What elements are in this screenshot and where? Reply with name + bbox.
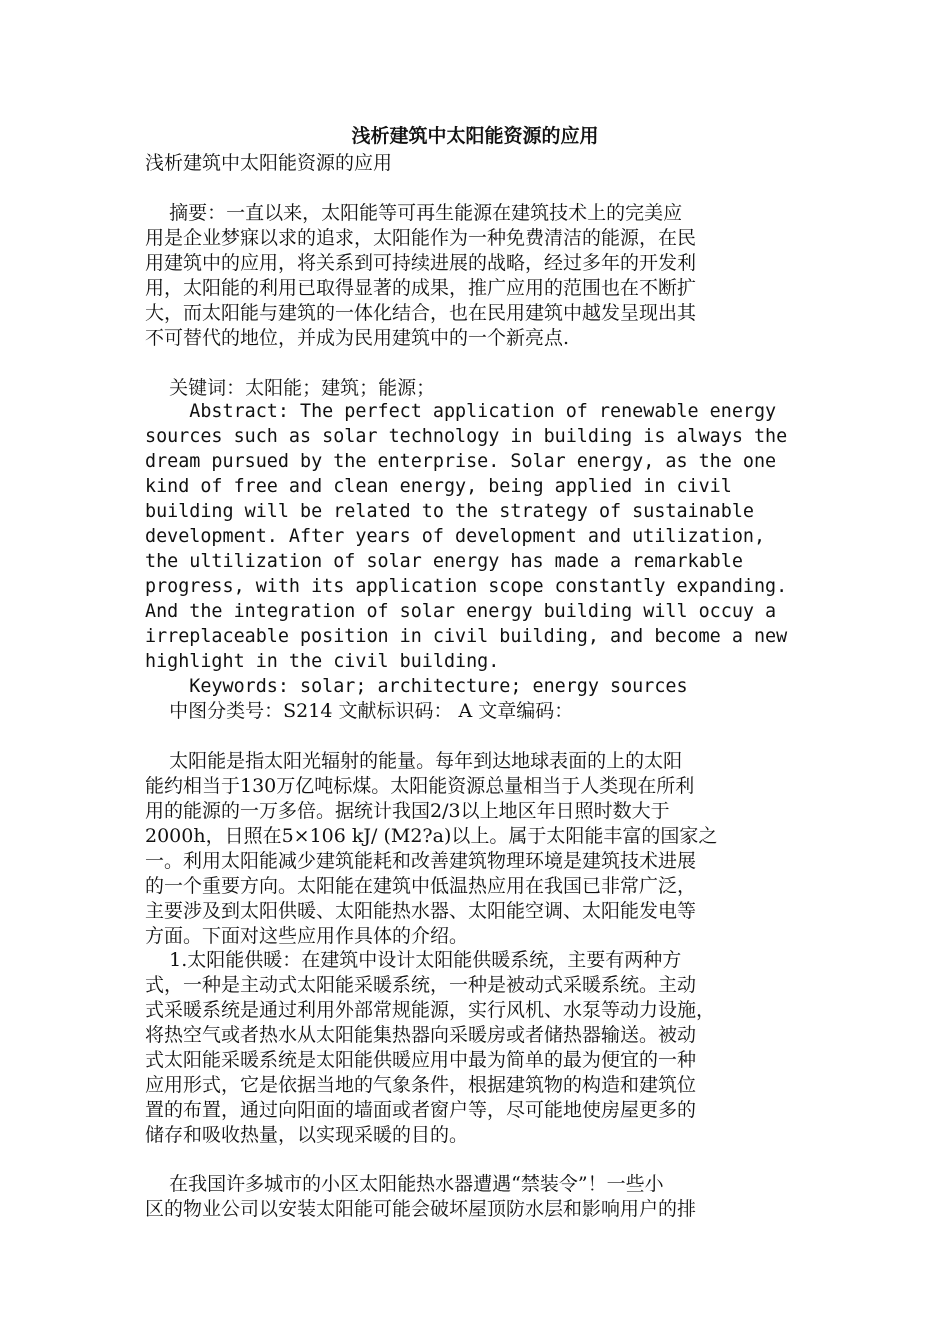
- abstract-en-line: progress, with its application scope constantly expanding.: [145, 576, 788, 597]
- abstract-en-line: irreplaceable position in civil building, and become a new: [145, 626, 788, 647]
- classification-line: 中图分类号：S214 文献标识码： A 文章编码：: [145, 700, 574, 722]
- keywords-cn: 关键词：太阳能；建筑；能源；: [145, 377, 436, 399]
- body-line: 一。利用太阳能减少建筑能耗和改善建筑物理环境是建筑技术进展: [145, 850, 697, 872]
- body-line: 应用形式，它是依据当地的气象条件，根据建筑物的构造和建筑位: [145, 1074, 697, 1096]
- abstract-en-line: kind of free and clean energy, being applied in civil: [145, 476, 732, 497]
- abstract-en-line: Abstract: The perfect application of renewable energy: [145, 401, 777, 422]
- abstract-cn-line: 不可替代的地位，并成为民用建筑中的一个新亮点.: [145, 327, 570, 349]
- body-line: 储存和吸收热量，以实现采暖的目的。: [145, 1124, 469, 1146]
- body-line: 式，一种是主动式太阳能采暖系统，一种是被动式采暖系统。主动: [145, 974, 697, 996]
- body-line: 能约相当于130万亿吨标煤。太阳能资源总量相当于人类现在所利: [145, 775, 695, 797]
- body-line: 1.太阳能供暖：在建筑中设计太阳能供暖系统，主要有两种方: [145, 949, 682, 971]
- body-line: 用的能源的一万多倍。据统计我国2/3以上地区年日照时数大于: [145, 800, 670, 822]
- abstract-cn-line: 大，而太阳能与建筑的一体化结合，也在民用建筑中越发呈现出其: [145, 302, 697, 324]
- abstract-en-line: dream pursued by the enterprise. Solar energy, as the one: [145, 451, 777, 472]
- abstract-en-line: development. After years of development and utilization,: [145, 526, 766, 547]
- abstract-cn-line: 摘要：一直以来，太阳能等可再生能源在建筑技术上的完美应: [145, 202, 683, 224]
- body-line: 式太阳能采暖系统是太阳能供暖应用中最为简单的最为便宜的一种: [145, 1049, 697, 1071]
- abstract-en-line: building will be related to the strategy of sustainable: [145, 501, 754, 522]
- abstract-en-line: And the integration of solar energy building will occuy a: [145, 601, 777, 622]
- document-title: 浅析建筑中太阳能资源的应用: [351, 125, 599, 147]
- body-line: 方面。下面对这些应用作具体的介绍。: [145, 925, 469, 947]
- body-line: 置的布置，通过向阳面的墙面或者窗户等，尽可能地使房屋更多的: [145, 1099, 697, 1121]
- abstract-en-line: highlight in the civil building.: [145, 651, 500, 672]
- abstract-en-line: sources such as solar technology in building is always the: [145, 426, 788, 447]
- body-line: 在我国许多城市的小区太阳能热水器遭遇“禁装令”！一些小: [145, 1173, 664, 1195]
- abstract-cn-line: 用建筑中的应用，将关系到可持续进展的战略，经过多年的开发利: [145, 252, 697, 274]
- body-line: 主要涉及到太阳供暖、太阳能热水器、太阳能空调、太阳能发电等: [145, 900, 697, 922]
- abstract-cn-line: 用，太阳能的利用已取得显著的成果，推广应用的范围也在不断扩: [145, 277, 697, 299]
- body-line: 式采暖系统是通过利用外部常规能源，实行风机、水泵等动力设施，: [145, 999, 716, 1021]
- body-line: 2000h，日照在5×106 kJ/ (M2?a)以上。属于太阳能丰富的国家之: [145, 825, 718, 847]
- body-line: 太阳能是指太阳光辐射的能量。每年到达地球表面的上的太阳: [145, 750, 683, 772]
- abstract-en-line: the ultilization of solar energy has made a remarkable: [145, 551, 743, 572]
- body-line: 的一个重要方向。太阳能在建筑中低温热应用在我国已非常广泛，: [145, 875, 697, 897]
- abstract-cn-line: 用是企业梦寐以求的追求，太阳能作为一种免费清洁的能源，在民: [145, 227, 697, 249]
- body-line: 将热空气或者热水从太阳能集热器向采暖房或者储热器输送。被动: [145, 1024, 697, 1046]
- keywords-en: Keywords: solar; architecture; energy sources: [145, 676, 688, 697]
- document-subtitle: 浅析建筑中太阳能资源的应用: [145, 152, 393, 174]
- body-line: 区的物业公司以安装太阳能可能会破坏屋顶防水层和影响用户的排: [145, 1198, 697, 1220]
